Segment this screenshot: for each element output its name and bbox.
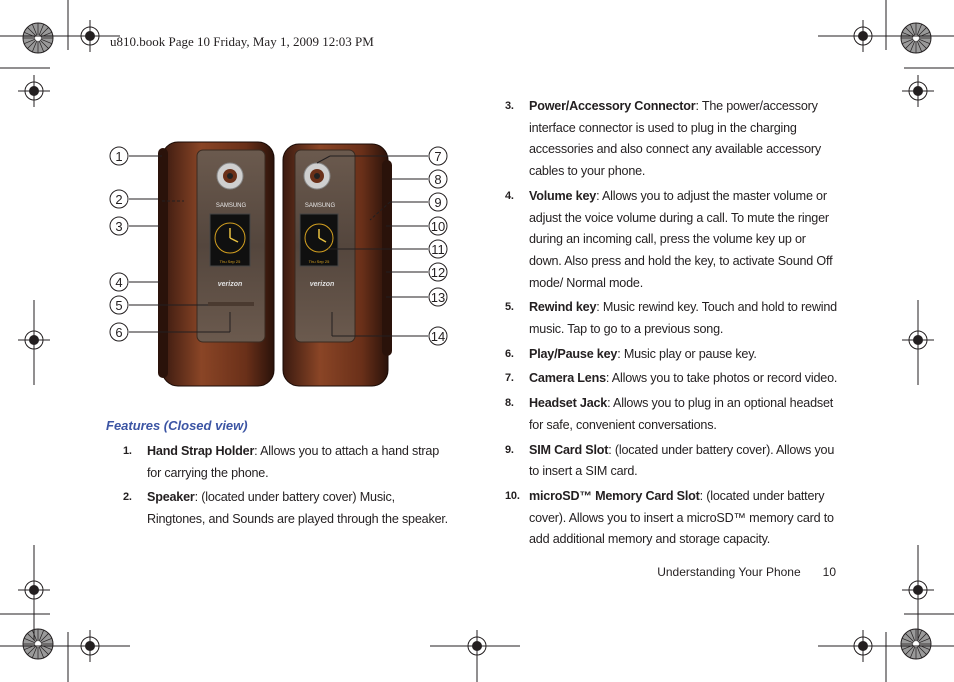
item-description: : Allows you to adjust the master volume or adjust the voice volume during a call. To mute the ringer during an incoming call, press the volume key up or down. Also press and hold the key, to activate Sound Off mode/ Normal mode. — [529, 188, 833, 290]
feature-item — [505, 486, 840, 551]
feature-item — [505, 344, 840, 366]
item-term: Play/Pause key — [529, 346, 618, 361]
callout-10: 10 — [430, 219, 446, 234]
brand-label-left: SAMSUNG — [215, 203, 247, 209]
item-term: Headset Jack — [529, 396, 608, 411]
feature-item — [123, 487, 456, 530]
item-term: Power/Accessory Connector — [529, 99, 696, 113]
phone-right-view — [283, 144, 392, 386]
callout-3: 3 — [115, 219, 123, 234]
item-term: microSD™ Memory Card Slot — [529, 488, 700, 503]
feature-item — [505, 393, 840, 436]
item-description: : (located under battery cover) Music, Ringtones, and Sounds are played through the speaker. — [147, 490, 448, 527]
item-number: 5. — [505, 301, 514, 314]
book-header-line: u810.book Page 10 Friday, May 1, 2009 12:03 PM — [110, 34, 374, 49]
item-number: 7. — [505, 372, 514, 385]
carrier-logo-right: verizon — [309, 281, 335, 288]
page-number: 10 — [822, 565, 836, 579]
callout-8: 8 — [434, 172, 442, 187]
item-number: 10. — [505, 489, 520, 502]
item-number: 8. — [505, 397, 514, 410]
item-term: Volume key — [529, 188, 597, 203]
item-description: : The power/accessory interface connector is used to plug in the charging accessories and also connect any available accessory cables to your phone. — [529, 99, 822, 179]
feature-item — [505, 186, 840, 295]
phone-left-view — [158, 142, 274, 386]
callout-13: 13 — [430, 290, 446, 305]
callout-1: 1 — [115, 149, 123, 164]
footer-section-title: Understanding Your Phone — [657, 565, 801, 579]
clock-date-left: Thu Sep 25 — [219, 259, 241, 264]
item-description: : Allows you to attach a hand strap for carrying the phone. — [147, 444, 439, 480]
item-term: Camera Lens — [529, 371, 606, 386]
corner-star-mark-tl — [23, 23, 53, 53]
item-term: SIM Card Slot — [529, 442, 609, 457]
brand-label-right: SAMSUNG — [304, 203, 336, 209]
feature-item — [505, 297, 840, 340]
callout-2: 2 — [115, 192, 123, 207]
item-description: : Music rewind key. Touch and hold to rewind music. Tap to go to a previous song. — [529, 300, 837, 337]
carrier-logo-left: verizon — [217, 281, 243, 288]
section-heading: Features (Closed view) — [106, 418, 248, 433]
item-term: Hand Strap Holder — [147, 444, 255, 458]
callout-11: 11 — [431, 242, 445, 257]
callout-6: 6 — [115, 325, 123, 340]
item-description: : Music play or pause key. — [617, 346, 757, 361]
feature-item — [505, 96, 840, 183]
item-number: 9. — [505, 443, 514, 456]
item-description: : Allows you to take photos or record video. — [605, 371, 838, 386]
left-column — [106, 418, 456, 534]
callout-5: 5 — [115, 298, 123, 313]
callout-12: 12 — [430, 265, 446, 280]
item-description: : (located under battery cover). Allows you to insert a SIM card. — [529, 442, 835, 479]
corner-star-mark-tr — [901, 23, 931, 53]
feature-item — [505, 368, 840, 390]
item-number: 6. — [505, 347, 514, 360]
feature-item — [123, 441, 456, 484]
item-description: : (located under battery cover). Allows you to insert a microSD™ memory card to add additional memory and storage capacity. — [529, 488, 834, 547]
corner-star-mark-br — [901, 629, 931, 659]
item-number: 3. — [505, 100, 514, 112]
item-description: : Allows you to plug in an optional headset for safe, convenient conversations. — [529, 396, 834, 432]
right-column — [505, 96, 840, 554]
item-number: 2. — [123, 491, 132, 504]
callout-7: 7 — [434, 149, 442, 164]
clock-date-right: Thu Sep 25 — [308, 259, 330, 264]
callout-14: 14 — [430, 329, 446, 344]
item-number: 4. — [505, 189, 514, 202]
item-number: 1. — [123, 445, 132, 457]
feature-item — [505, 440, 840, 483]
page-footer — [657, 565, 836, 579]
callout-9: 9 — [434, 195, 442, 210]
item-term: Rewind key — [529, 300, 597, 315]
callout-4: 4 — [115, 275, 123, 290]
corner-star-mark-bl — [23, 629, 53, 659]
item-term: Speaker — [147, 490, 195, 505]
phone-closed-view-figure — [100, 136, 470, 392]
